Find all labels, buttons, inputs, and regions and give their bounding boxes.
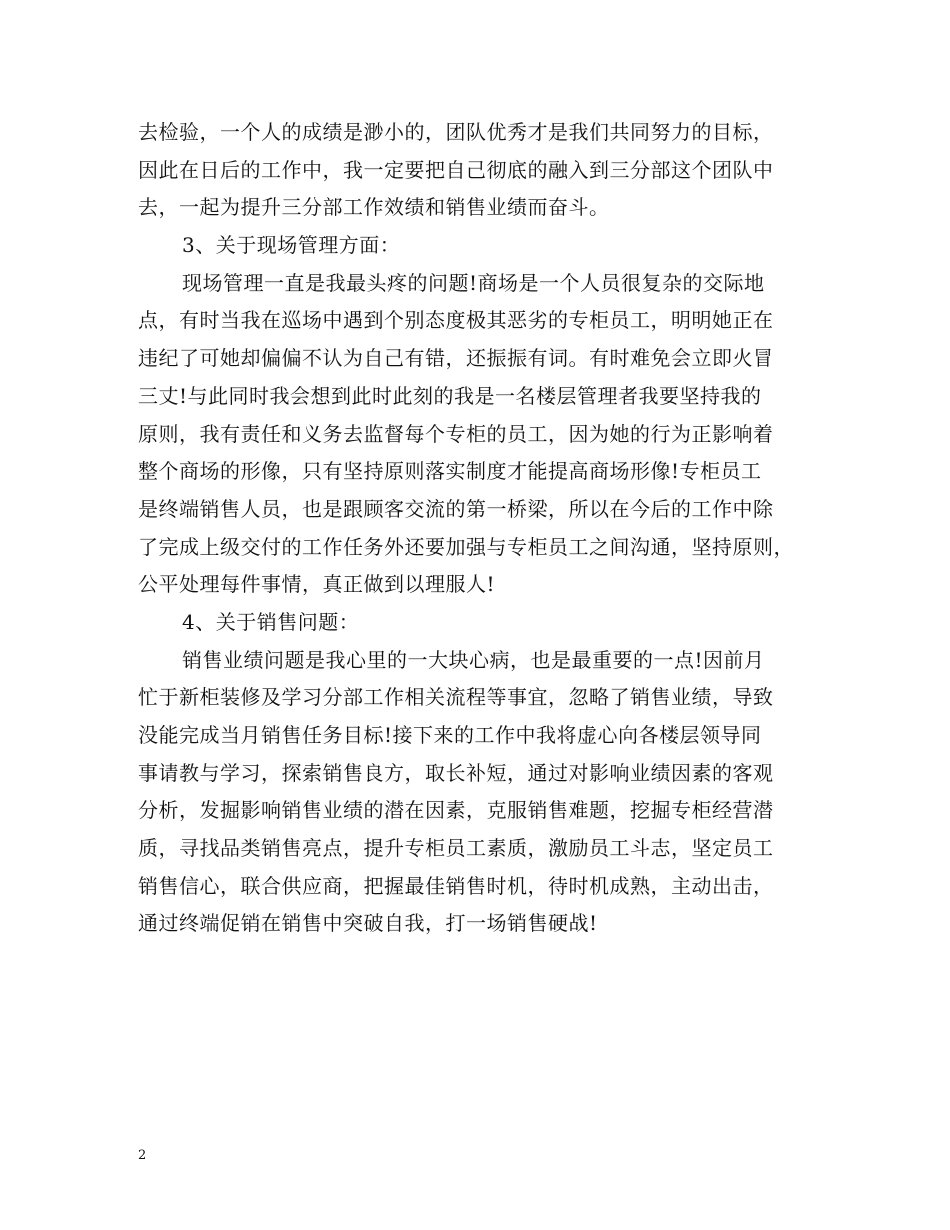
text-line: 质，寻找品类销售亮点，提升专柜员工素质，激励员工斗志，坚定员工	[138, 836, 774, 861]
text-line: 忙于新柜装修及学习分部工作相关流程等事宜，忽略了销售业绩，导致	[138, 685, 774, 710]
text-line: 销售信心，联合供应商，把握最佳销售时机，待时机成熟，主动出击，	[138, 873, 774, 898]
section-heading: 4、关于销售问题：	[182, 609, 360, 634]
text-line: 因此在日后的工作中，我一定要把自己彻底的融入到三分部这个团队中	[138, 157, 774, 182]
text-line: 是终端销售人员，也是跟顾客交流的第一桥梁，所以在今后的工作中除	[138, 496, 774, 521]
text-line: 违纪了可她却偏偏不认为自己有错，还振振有词。有时难免会立即火冒	[138, 346, 774, 371]
text-line: 三丈!与此同时我会想到此时此刻的我是一名楼层管理者我要坚持我的	[138, 383, 762, 408]
page-number: 2	[138, 1148, 147, 1163]
text-line: 事请教与学习，探索销售良方，取长补短，通过对影响业绩因素的客观	[138, 760, 774, 785]
text-line: 没能完成当月销售任务目标!接下来的工作中我将虚心向各楼层领导同	[138, 723, 762, 747]
text-line: 分析，发掘影响销售业绩的潜在因素，克服销售难题，挖掘专柜经营潜	[138, 798, 774, 823]
text-line: 整个商场的形像，只有坚持原则落实制度才能提高商场形像!专柜员工	[138, 459, 762, 484]
text-line: 原则，我有责任和义务去监督每个专柜的员工，因为她的行为正影响着	[138, 421, 774, 446]
text-line: 了完成上级交付的工作任务外还要加强与专柜员工之间沟通，坚持原则，	[138, 534, 794, 559]
text-line: 通过终端促销在销售中突破自我，打一场销售硬战!	[138, 911, 598, 936]
text-line: 公平处理每件事情，真正做到以理服人!	[138, 572, 496, 597]
text-line: 现场管理一直是我最头疼的问题!商场是一个人员很复杂的交际地	[182, 270, 765, 295]
text-line: 点，有时当我在巡场中遇到个别态度极其恶劣的专柜员工，明明她正在	[138, 308, 774, 333]
body-text	[138, 114, 818, 943]
text-line: 去检验，一个人的成绩是渺小的，团队优秀才是我们共同努力的目标，	[138, 120, 774, 144]
text-line: 销售业绩问题是我心里的一大块心病，也是最重要的一点!因前月	[182, 647, 765, 672]
section-heading: 3、关于现场管理方面：	[182, 233, 401, 258]
text-line: 去，一起为提升三分部工作效绩和销售业绩而奋斗。	[138, 195, 610, 220]
